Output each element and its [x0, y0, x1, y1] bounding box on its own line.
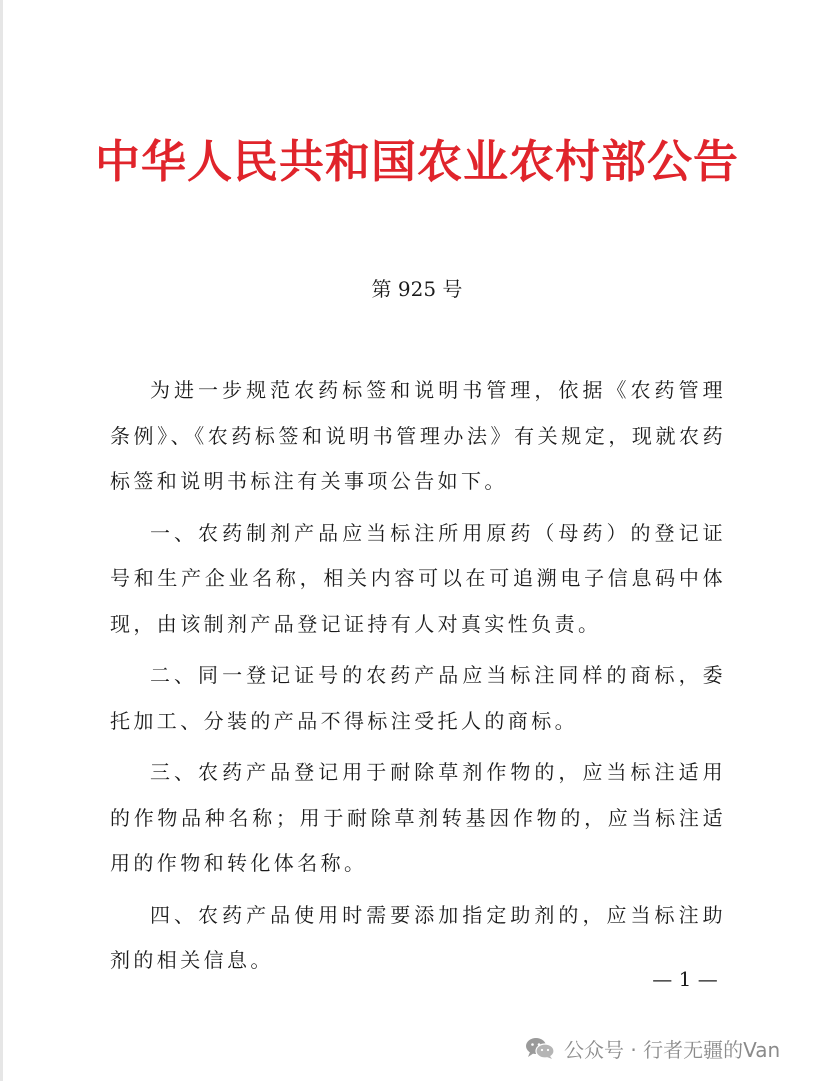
document-body — [110, 368, 726, 990]
document-title: 中华人民共和国农业农村部公告 — [94, 135, 739, 188]
announcement-number: 第 925 号 — [371, 277, 463, 301]
paragraph-item-2: 二、同一登记证号的农药产品应当标注同样的商标，委托加工、分装的产品不得标注受托人的商标。 — [110, 663, 726, 733]
watermark-text: 公众号 · 行者无疆的Van — [564, 1037, 781, 1062]
paragraph-item-3: 三、农药产品登记用于耐除草剂作物的，应当标注适用的作物品种名称；用于耐除草剂转基因作物的，应当标注适用的作物和转化体名称。 — [110, 760, 726, 875]
paragraph-item-4: 四、农药产品使用时需要添加指定助剂的，应当标注助剂的相关信息。 — [110, 902, 726, 972]
watermark — [524, 1033, 780, 1063]
paragraph-intro: 为进一步规范农药标签和说明书管理，依据《农药管理条例》、《农药标签和说明书管理办法》有关规定，现就农药标签和说明书标注有关事项公告如下。 — [110, 378, 726, 493]
paragraph-item-1: 一、农药制剂产品应当标注所用原药（母药）的登记证号和生产企业名称，相关内容可以在可追溯电子信息码中体现，由该制剂产品登记证持有人对真实性负责。 — [110, 520, 726, 636]
wechat-icon — [524, 1036, 556, 1060]
page-number: — 1 — — [652, 967, 718, 991]
